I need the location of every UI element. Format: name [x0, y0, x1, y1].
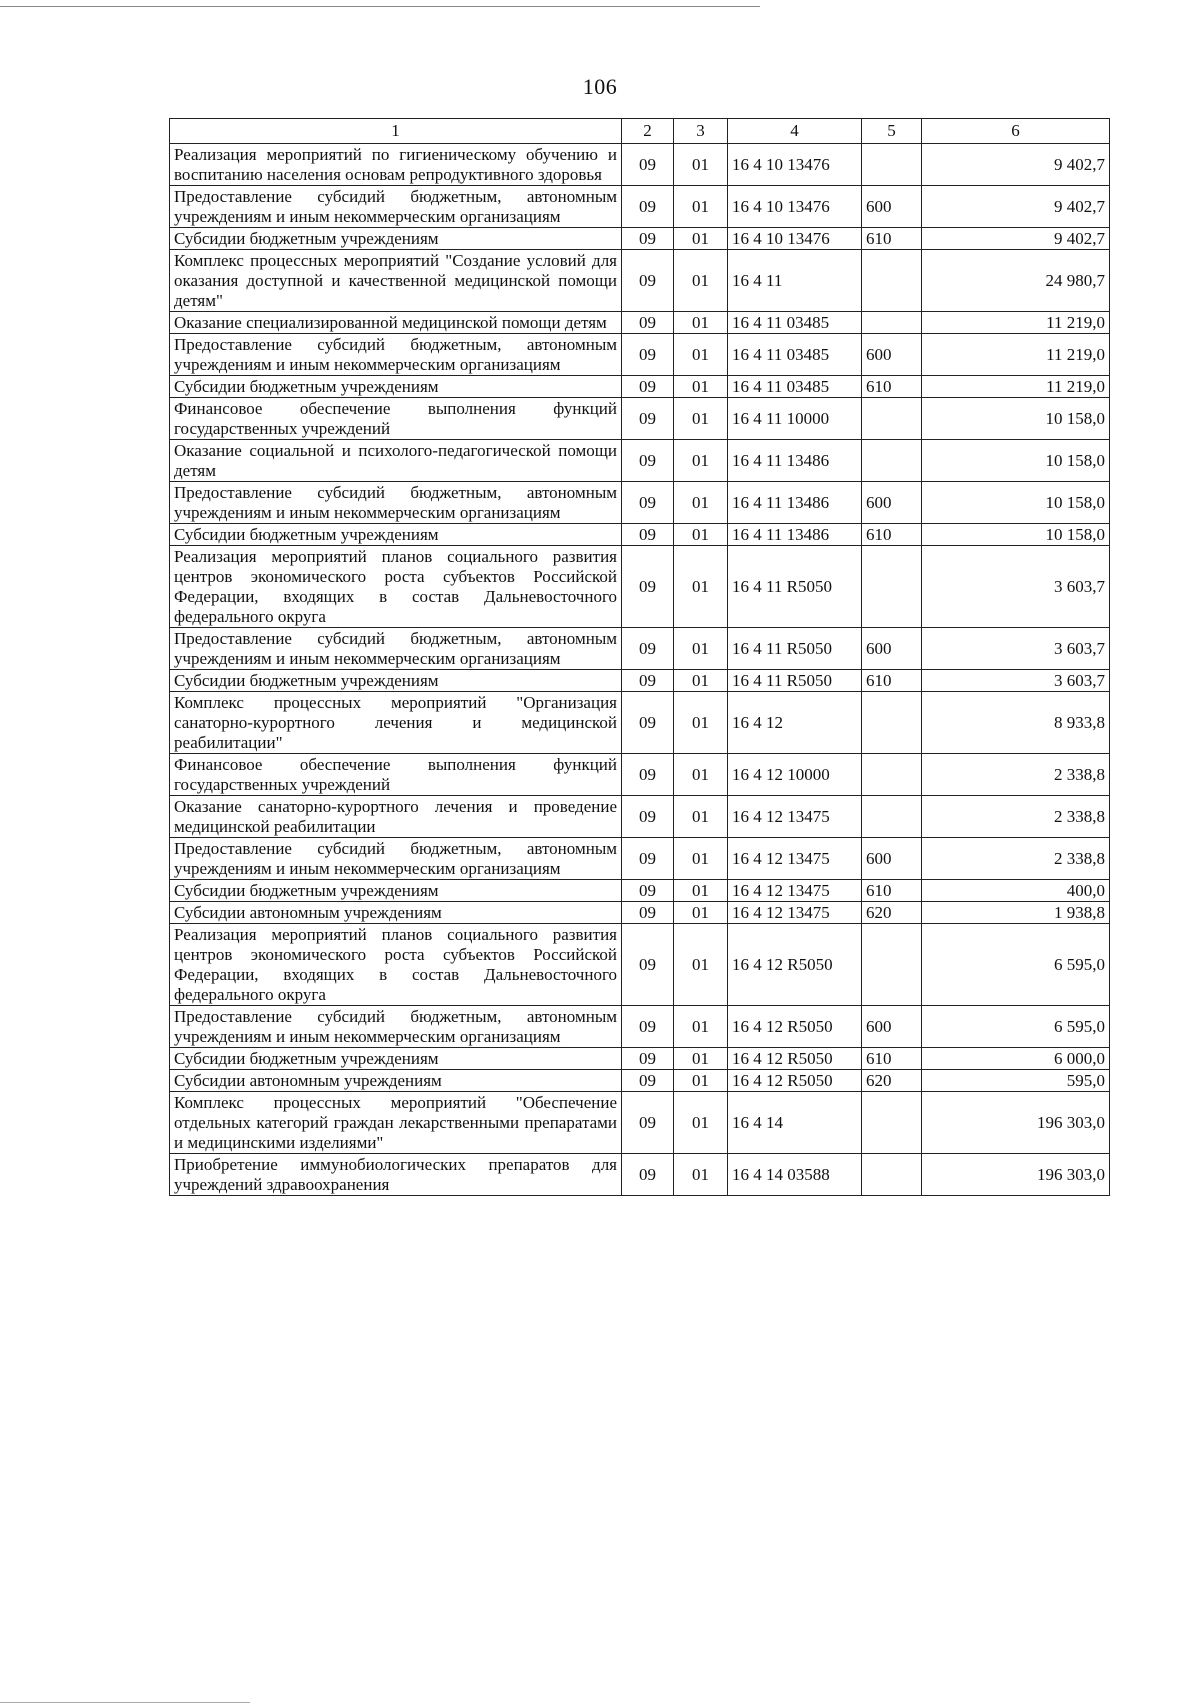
expense-type-cell: [862, 1092, 922, 1154]
section-cell: 09: [622, 524, 674, 546]
expense-type-cell: [862, 1154, 922, 1196]
section-cell: 09: [622, 376, 674, 398]
table-row: [170, 1070, 1110, 1092]
expense-type-cell: [862, 796, 922, 838]
amount-cell: 6 595,0: [922, 924, 1110, 1006]
row-name-cell: Оказание санаторно-курортного лечения и проведение медицинской реабилитации: [170, 796, 622, 838]
row-name-cell: Субсидии бюджетным учреждениям: [170, 376, 622, 398]
target-code-cell: 16 4 10 13476: [728, 228, 862, 250]
row-name-cell: Предоставление субсидий бюджетным, автономным учреждениям и иным некоммерческим организациям: [170, 334, 622, 376]
amount-cell: 10 158,0: [922, 482, 1110, 524]
target-code-cell: 16 4 12 R5050: [728, 1048, 862, 1070]
table-row: [170, 670, 1110, 692]
section-cell: 09: [622, 692, 674, 754]
amount-cell: 2 338,8: [922, 796, 1110, 838]
amount-cell: 400,0: [922, 880, 1110, 902]
row-name-cell: Субсидии автономным учреждениям: [170, 1070, 622, 1092]
column-header-4: 4: [728, 119, 862, 144]
table-row: [170, 482, 1110, 524]
target-code-cell: 16 4 11 13486: [728, 524, 862, 546]
column-header-1: 1: [170, 119, 622, 144]
subsection-cell: 01: [674, 376, 728, 398]
row-name-cell: Комплекс процессных мероприятий "Обеспечение отдельных категорий граждан лекарственными препаратами и медицинскими изделиями": [170, 1092, 622, 1154]
table-row: [170, 692, 1110, 754]
target-code-cell: 16 4 11 03485: [728, 376, 862, 398]
table-row: [170, 186, 1110, 228]
expense-type-cell: 620: [862, 902, 922, 924]
row-name-cell: Комплекс процессных мероприятий "Организация санаторно-курортного лечения и медицинской реабилитации": [170, 692, 622, 754]
expense-type-cell: [862, 250, 922, 312]
row-name-cell: Предоставление субсидий бюджетным, автономным учреждениям и иным некоммерческим организациям: [170, 1006, 622, 1048]
section-cell: 09: [622, 482, 674, 524]
section-cell: 09: [622, 1070, 674, 1092]
subsection-cell: 01: [674, 796, 728, 838]
subsection-cell: 01: [674, 186, 728, 228]
target-code-cell: 16 4 12 13475: [728, 838, 862, 880]
subsection-cell: 01: [674, 440, 728, 482]
subsection-cell: 01: [674, 692, 728, 754]
row-name-cell: Субсидии бюджетным учреждениям: [170, 228, 622, 250]
expense-type-cell: 600: [862, 186, 922, 228]
section-cell: 09: [622, 186, 674, 228]
table-row: [170, 312, 1110, 334]
subsection-cell: 01: [674, 1006, 728, 1048]
expense-type-cell: [862, 398, 922, 440]
amount-cell: 11 219,0: [922, 312, 1110, 334]
column-header-5: 5: [862, 119, 922, 144]
target-code-cell: 16 4 12: [728, 692, 862, 754]
row-name-cell: Реализация мероприятий по гигиеническому обучению и воспитанию населения основам репродуктивного здоровья: [170, 144, 622, 186]
table-row: [170, 1154, 1110, 1196]
section-cell: 09: [622, 250, 674, 312]
table-row: [170, 628, 1110, 670]
row-name-cell: Субсидии бюджетным учреждениям: [170, 1048, 622, 1070]
subsection-cell: 01: [674, 1048, 728, 1070]
budget-table: [169, 118, 1110, 1196]
amount-cell: 11 219,0: [922, 376, 1110, 398]
table-row: [170, 144, 1110, 186]
subsection-cell: 01: [674, 546, 728, 628]
amount-cell: 6 000,0: [922, 1048, 1110, 1070]
amount-cell: 9 402,7: [922, 144, 1110, 186]
subsection-cell: 01: [674, 670, 728, 692]
subsection-cell: 01: [674, 924, 728, 1006]
target-code-cell: 16 4 11 R5050: [728, 546, 862, 628]
amount-cell: 1 938,8: [922, 902, 1110, 924]
amount-cell: 3 603,7: [922, 670, 1110, 692]
column-header-6: 6: [922, 119, 1110, 144]
expense-type-cell: [862, 312, 922, 334]
section-cell: 09: [622, 334, 674, 376]
target-code-cell: 16 4 11 03485: [728, 334, 862, 376]
table-row: [170, 924, 1110, 1006]
section-cell: 09: [622, 1048, 674, 1070]
expense-type-cell: 600: [862, 334, 922, 376]
target-code-cell: 16 4 11 13486: [728, 482, 862, 524]
scan-edge-line-top: [0, 6, 760, 7]
section-cell: 09: [622, 1006, 674, 1048]
subsection-cell: 01: [674, 482, 728, 524]
row-name-cell: Оказание специализированной медицинской помощи детям: [170, 312, 622, 334]
row-name-cell: Финансовое обеспечение выполнения функций государственных учреждений: [170, 754, 622, 796]
row-name-cell: Предоставление субсидий бюджетным, автономным учреждениям и иным некоммерческим организациям: [170, 628, 622, 670]
expense-type-cell: 610: [862, 880, 922, 902]
section-cell: 09: [622, 628, 674, 670]
table-row: [170, 334, 1110, 376]
row-name-cell: Субсидии бюджетным учреждениям: [170, 524, 622, 546]
target-code-cell: 16 4 12 13475: [728, 880, 862, 902]
expense-type-cell: [862, 924, 922, 1006]
table-row: [170, 376, 1110, 398]
page-number: 106: [582, 74, 618, 99]
amount-cell: 10 158,0: [922, 524, 1110, 546]
expense-type-cell: 600: [862, 482, 922, 524]
table-body: [170, 144, 1110, 1196]
expense-type-cell: 610: [862, 670, 922, 692]
target-code-cell: 16 4 11 03485: [728, 312, 862, 334]
section-cell: 09: [622, 924, 674, 1006]
section-cell: 09: [622, 228, 674, 250]
row-name-cell: Субсидии автономным учреждениям: [170, 902, 622, 924]
target-code-cell: 16 4 11: [728, 250, 862, 312]
amount-cell: 595,0: [922, 1070, 1110, 1092]
section-cell: 09: [622, 670, 674, 692]
target-code-cell: 16 4 14: [728, 1092, 862, 1154]
row-name-cell: Предоставление субсидий бюджетным, автономным учреждениям и иным некоммерческим организациям: [170, 838, 622, 880]
row-name-cell: Субсидии бюджетным учреждениям: [170, 670, 622, 692]
scan-edge-line-bottom: [0, 1702, 250, 1703]
section-cell: 09: [622, 440, 674, 482]
expense-type-cell: [862, 144, 922, 186]
table-row: [170, 1092, 1110, 1154]
expense-type-cell: 610: [862, 376, 922, 398]
table-row: [170, 902, 1110, 924]
subsection-cell: 01: [674, 1070, 728, 1092]
target-code-cell: 16 4 12 10000: [728, 754, 862, 796]
amount-cell: 3 603,7: [922, 628, 1110, 670]
table-row: [170, 546, 1110, 628]
subsection-cell: 01: [674, 250, 728, 312]
section-cell: 09: [622, 902, 674, 924]
row-name-cell: Реализация мероприятий планов социального развития центров экономического роста субъектов Российской Федерации, входящих в состав Дальневосточного федерального округа: [170, 924, 622, 1006]
row-name-cell: Реализация мероприятий планов социального развития центров экономического роста субъектов Российской Федерации, входящих в состав Дальневосточного федерального округа: [170, 546, 622, 628]
target-code-cell: 16 4 12 R5050: [728, 1006, 862, 1048]
subsection-cell: 01: [674, 902, 728, 924]
subsection-cell: 01: [674, 334, 728, 376]
subsection-cell: 01: [674, 524, 728, 546]
subsection-cell: 01: [674, 628, 728, 670]
target-code-cell: 16 4 11 R5050: [728, 628, 862, 670]
amount-cell: 10 158,0: [922, 398, 1110, 440]
subsection-cell: 01: [674, 312, 728, 334]
section-cell: 09: [622, 398, 674, 440]
section-cell: 09: [622, 144, 674, 186]
expense-type-cell: 610: [862, 1048, 922, 1070]
expense-type-cell: 600: [862, 838, 922, 880]
expense-type-cell: 600: [862, 1006, 922, 1048]
amount-cell: 2 338,8: [922, 754, 1110, 796]
subsection-cell: 01: [674, 144, 728, 186]
expense-type-cell: [862, 546, 922, 628]
target-code-cell: 16 4 12 R5050: [728, 1070, 862, 1092]
amount-cell: 3 603,7: [922, 546, 1110, 628]
section-cell: 09: [622, 1154, 674, 1196]
section-cell: 09: [622, 546, 674, 628]
subsection-cell: 01: [674, 1092, 728, 1154]
table-row: [170, 440, 1110, 482]
target-code-cell: 16 4 12 13475: [728, 796, 862, 838]
row-name-cell: Оказание социальной и психолого-педагогической помощи детям: [170, 440, 622, 482]
subsection-cell: 01: [674, 754, 728, 796]
table-row: [170, 838, 1110, 880]
section-cell: 09: [622, 1092, 674, 1154]
amount-cell: 11 219,0: [922, 334, 1110, 376]
section-cell: 09: [622, 880, 674, 902]
target-code-cell: 16 4 12 13475: [728, 902, 862, 924]
row-name-cell: Финансовое обеспечение выполнения функций государственных учреждений: [170, 398, 622, 440]
table-row: [170, 754, 1110, 796]
amount-cell: 9 402,7: [922, 186, 1110, 228]
expense-type-cell: 610: [862, 228, 922, 250]
amount-cell: 2 338,8: [922, 838, 1110, 880]
expense-type-cell: [862, 692, 922, 754]
subsection-cell: 01: [674, 838, 728, 880]
target-code-cell: 16 4 10 13476: [728, 186, 862, 228]
target-code-cell: 16 4 14 03588: [728, 1154, 862, 1196]
target-code-cell: 16 4 11 R5050: [728, 670, 862, 692]
row-name-cell: Приобретение иммунобиологических препаратов для учреждений здравоохранения: [170, 1154, 622, 1196]
section-cell: 09: [622, 838, 674, 880]
table-row: [170, 250, 1110, 312]
subsection-cell: 01: [674, 880, 728, 902]
amount-cell: 10 158,0: [922, 440, 1110, 482]
target-code-cell: 16 4 10 13476: [728, 144, 862, 186]
row-name-cell: Предоставление субсидий бюджетным, автономным учреждениям и иным некоммерческим организациям: [170, 186, 622, 228]
subsection-cell: 01: [674, 398, 728, 440]
expense-type-cell: [862, 440, 922, 482]
expense-type-cell: [862, 754, 922, 796]
target-code-cell: 16 4 11 13486: [728, 440, 862, 482]
table-row: [170, 880, 1110, 902]
section-cell: 09: [622, 312, 674, 334]
amount-cell: 9 402,7: [922, 228, 1110, 250]
row-name-cell: Субсидии бюджетным учреждениям: [170, 880, 622, 902]
expense-type-cell: 620: [862, 1070, 922, 1092]
table-row: [170, 1048, 1110, 1070]
subsection-cell: 01: [674, 228, 728, 250]
column-header-3: 3: [674, 119, 728, 144]
subsection-cell: 01: [674, 1154, 728, 1196]
table-header-row: [170, 119, 1110, 144]
row-name-cell: Комплекс процессных мероприятий "Создание условий для оказания доступной и качественной медицинской помощи детям": [170, 250, 622, 312]
table-row: [170, 398, 1110, 440]
table-row: [170, 524, 1110, 546]
amount-cell: 196 303,0: [922, 1154, 1110, 1196]
expense-type-cell: 600: [862, 628, 922, 670]
amount-cell: 24 980,7: [922, 250, 1110, 312]
section-cell: 09: [622, 796, 674, 838]
amount-cell: 6 595,0: [922, 1006, 1110, 1048]
table-row: [170, 228, 1110, 250]
expense-type-cell: 610: [862, 524, 922, 546]
amount-cell: 196 303,0: [922, 1092, 1110, 1154]
target-code-cell: 16 4 12 R5050: [728, 924, 862, 1006]
table-row: [170, 1006, 1110, 1048]
table-row: [170, 796, 1110, 838]
section-cell: 09: [622, 754, 674, 796]
row-name-cell: Предоставление субсидий бюджетным, автономным учреждениям и иным некоммерческим организациям: [170, 482, 622, 524]
column-header-2: 2: [622, 119, 674, 144]
target-code-cell: 16 4 11 10000: [728, 398, 862, 440]
amount-cell: 8 933,8: [922, 692, 1110, 754]
